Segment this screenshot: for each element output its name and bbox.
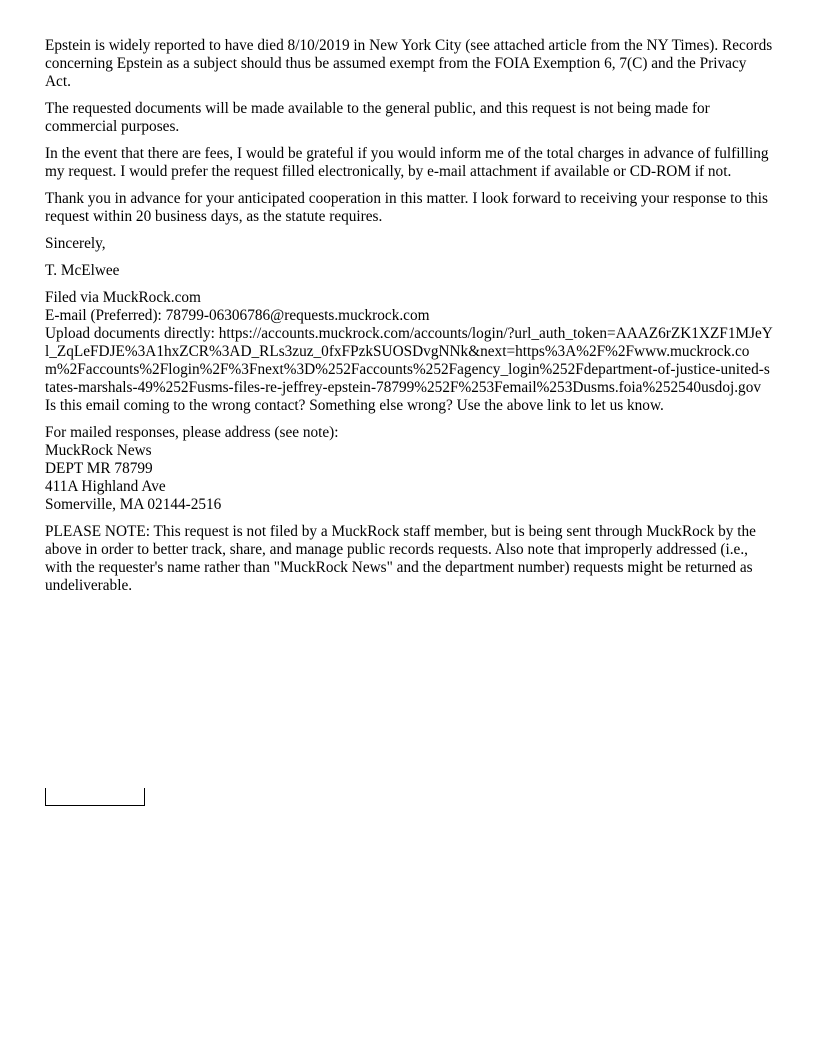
address-line-4: Somerville, MA 02144-2516 [45,496,222,513]
paragraph-thanks: Thank you in advance for your anticipated cooperation in this matter. I look forward to receiving your response to this request within 20 business days, as the statute requires. [45,190,768,225]
address-line-3: 411A Highland Ave [45,478,166,495]
letter-body [45,37,773,604]
empty-box [45,788,145,806]
closing: Sincerely, [45,235,106,252]
filing-block [45,289,773,415]
please-note: PLEASE NOTE: This request is not filed by a MuckRock staff member, but is being sent through MuckRock by the above in order to better track, share, and manage public records requests. Also note that improperly addressed (i.e., with the requester's name rather than "MuckRock News" and the department number) requests might be returned as undeliverable. [45,523,756,594]
email-line[interactable]: E-mail (Preferred): 78799-06306786@requests.muckrock.com [45,307,430,324]
paragraph-public-availability: The requested documents will be made available to the general public, and this request is not being made for commercial purposes. [45,100,710,135]
mailing-address-block [45,424,773,514]
address-line-1: MuckRock News [45,442,152,459]
paragraph-exemption: Epstein is widely reported to have died 8/10/2019 in New York City (see attached article from the NY Times). Records concerning Epstein as a subject should thus be assumed exempt from the FOIA Exemption 6, 7(C) and the Privacy Act. [45,37,773,90]
wrong-contact-line: Is this email coming to the wrong contact? Something else wrong? Use the above link to let us know. [45,397,664,414]
mailing-intro: For mailed responses, please address (see note): [45,424,339,441]
signature: T. McElwee [45,262,120,279]
upload-link[interactable]: Upload documents directly: https://accounts.muckrock.com/accounts/login/?url_auth_token=AAAZ6rZK1XZF1MJeYl_ZqLeFDJE%3A1hxZCR%3AD_RLs3zuz_0fxFPzkSUOSDvgNNk&next=https%3A%2F%2Fwww.muckrock.com%2Faccounts%2Flogin%2F%3Fnext%3D%252Faccounts%252Fagency_login%252Fdepartment-of-justice-united-states-marshals-49%252Fusms-files-re-jeffrey-epstein-78799%252F%253Femail%253Dusms.foia%252540usdoj.gov [45,325,773,396]
filed-via: Filed via MuckRock.com [45,289,201,306]
address-line-2: DEPT MR 78799 [45,460,153,477]
paragraph-fees: In the event that there are fees, I would be grateful if you would inform me of the total charges in advance of fulfilling my request. I would prefer the request filled electronically, by e-mail attachment if available or CD-ROM if not. [45,145,769,180]
